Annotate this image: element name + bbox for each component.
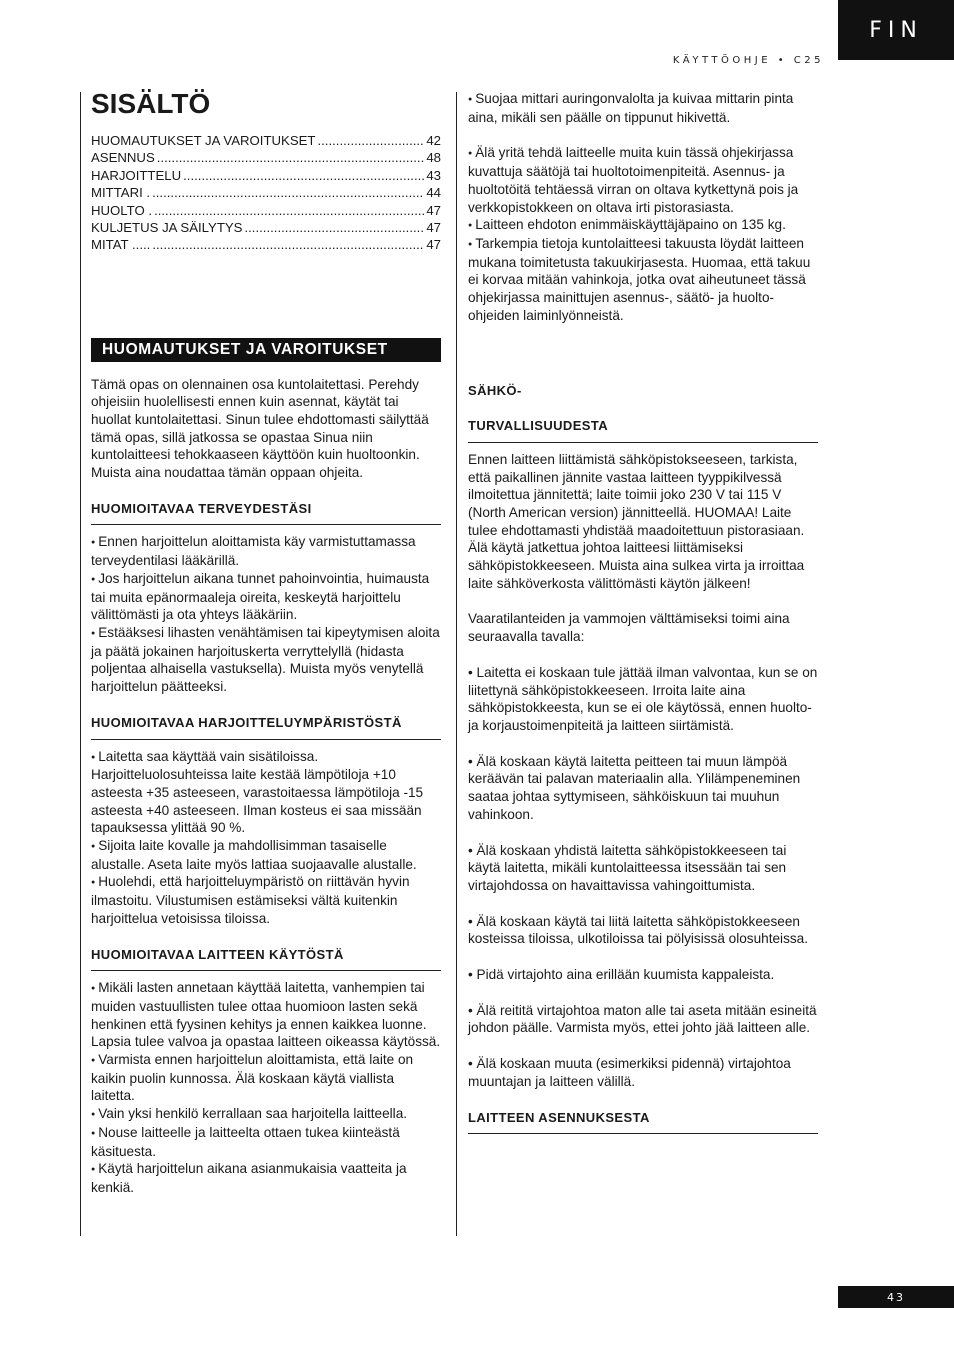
usage-heading: HUOMIOITAVAA LAITTEEN KÄYTÖSTÄ <box>91 946 441 972</box>
list-item: • Älä koskaan muuta (esimerkiksi pidennä) virtajohtoa muuntajan ja laitteen välillä. <box>468 1056 791 1089</box>
list-item: • Pidä virtajohto aina erillään kuumista kappaleista. <box>468 967 775 983</box>
toc-leader <box>157 149 425 166</box>
toc-item-label: HARJOITTELU <box>91 167 182 183</box>
toc-item-page: 43 <box>426 167 441 183</box>
list-item: • Älä koskaan käytä tai liitä laitetta sähköpistokkeeseen kosteissa tiloissa, ulkotiloissa tai pölyisissä olosuhteissa. <box>468 913 808 947</box>
toc-item-label: ASENNUS <box>91 150 155 166</box>
list-item: ● Huolehdi, että harjoitteluympäristö on riittävän hyvin ilmastoitu. Vilustumisen estämiseksi vältä kuitenkin harjoittelua vetoisissa tiloissa. <box>91 873 441 927</box>
avoid-intro: Vaaratilanteiden ja vammojen välttämiseksi toimi aina seuraavalla tavalla: <box>468 611 790 645</box>
electrical-paragraph: Ennen laitteen liittämistä sähköpistokseeseen, tarkista, että paikallinen jännite vastaa laitteen tyyppikilvessä ilmoitettua jännitettä; laite toimii joko 230 V tai 115 V (North American version) jännitteellä. HUOMAA! Laite tulee ehdottamasti yhdistää maadoitettuun pistorasiaan. Älä käytä jatkettua johtoa laitteesi liittämiseksi sähköpistokkeeseen. Muista aina sulkea virta ja irroittaa laite sähköverkosta välittömästi käytön jälkeen! <box>468 451 805 591</box>
toc-item-label: HUOMAUTUKSET JA VAROITUKSET <box>91 133 316 148</box>
environment-heading: HUOMIOITAVAA HARJOITTELUYMPÄRISTÖSTÄ <box>91 714 441 740</box>
toc-item[interactable] <box>91 149 441 166</box>
toc-item-page: 48 <box>426 150 441 166</box>
list-item: ● Vain yksi henkilö kerrallaan saa harjoitella laitteella. <box>91 1105 441 1124</box>
toc-leader <box>152 184 424 201</box>
list-item: ● Laitteen ehdoton enimmäiskäyttäjäpaino on 135 kg. <box>468 216 818 235</box>
toc-item-page: 47 <box>426 202 441 218</box>
left-rule <box>80 92 81 1236</box>
toc-item[interactable] <box>91 184 441 201</box>
toc-item-page: 44 <box>426 185 441 201</box>
page-number: 43 <box>838 1286 954 1308</box>
list-item: ● Nouse laitteelle ja laitteelta ottaen tukea kiinteästä käsituesta. <box>91 1124 441 1160</box>
toc-item-page: 47 <box>426 220 441 236</box>
list-item: ● Tarkempia tietoja kuntolaitteesi takuusta löydät laitteen mukana toimitetusta takuukirjasesta. Huomaa, että takuu ei korvaa mitään vahinkoja, jotka ovat aiheutuneet tässä ohjekirjassa mainittujen asennus-, säätö- ja huolto-ohjeiden laiminlyönneistä. <box>468 235 818 325</box>
toc-item-label: MITAT ..... <box>91 237 151 253</box>
list-item: ● Laitetta saa käyttää vain sisätiloissa. Harjoitteluolosuhteissa laite kestää lämpötiloja +10 asteesta +35 asteeseen, varastoitaessa lämpötiloja -15 asteesta +40 asteeseen. Ilman kosteus ei saa missään tapauksessa ylittää 90 %. <box>91 748 441 838</box>
intro-paragraph: Tämä opas on olennainen osa kuntolaitettasi. Perehdy ohjeisiin huolellisesti ennen kuin asennat, käytät tai huollat kuntolaitettasi. Sinun tulee ehdottomasti säilyttää tämä opas, sillä jatkossa se opastaa Sinua niin kuntolaitteesi tehokkaaseen käyttöön kuin huoltoonkin. Muista aina noudattaa tämän oppaan ohjeita. <box>91 376 429 481</box>
toc-leader <box>154 202 424 219</box>
list-item: ● Sijoita laite kovalle ja mahdollisimman tasaiselle alustalle. Aseta laite myös lattiaa suojaavalle alustalle. <box>91 837 441 873</box>
toc-item[interactable] <box>91 167 441 184</box>
toc-item-page: 42 <box>426 133 441 148</box>
toc-item-label: HUOLTO . <box>91 202 153 218</box>
list-item: ● Käytä harjoittelun aikana asianmukaisia vaatteita ja kenkiä. <box>91 1160 441 1196</box>
toc-item-label: MITTARI . <box>91 185 151 201</box>
list-item: ● Ennen harjoittelun aloittamista käy varmistuttamassa terveydentilasi lääkärillä. <box>91 533 441 569</box>
section-heading-band: HUOMAUTUKSET JA VAROITUKSET <box>91 338 441 362</box>
toc-leader <box>244 219 424 236</box>
right-column <box>468 90 818 1142</box>
list-item: ● Jos harjoittelun aikana tunnet pahoinvointia, huimausta tai muita epänormaaleja oireita, keskeytä harjoittelu välittömästi ja ota yhteys lääkäriin. <box>91 570 441 624</box>
list-item: • Älä koskaan käytä laitetta peitteen tai muun lämpöä keräävän tai palavan materiaalin alla. Ylilämpeneminen saataa johtaa syttymiseen, sähköiskuun tai muuhun vahinkoon. <box>468 753 801 822</box>
list-item: • Älä koskaan yhdistä laitetta sähköpistokkeeseen tai käytä laitetta, mikäli kuntolaitteessa itsessään tai sen virtajohdossa on havaittavissa vahingoittumista. <box>468 842 787 893</box>
electrical-heading-line1: SÄHKÖ- <box>468 383 522 399</box>
left-column <box>91 88 441 1197</box>
list-item: ● Älä yritä tehdä laitteelle muita kuin tässä ohjekirjassa kuvattuja säätöjä tai huoltotoimenpiteitä. Asennus- ja huoltotöitä tehtäessä virran on oltava kytkettynä pois ja verkkopistokkeen on oltava irti pistorasiasta. <box>468 144 818 216</box>
toc-item-page: 47 <box>426 237 441 253</box>
toc-item[interactable] <box>91 132 441 149</box>
health-heading: HUOMIOITAVAA TERVEYDESTÄSI <box>91 500 441 526</box>
list-item: ● Mikäli lasten annetaan käyttää laitetta, vanhempien tai muiden vastuullisten tulee ottaa huomioon lasten sekä henkinen että fyysinen kehitys ja ennen kaikkea luonne. Lapsia tulee valvoa ja opastaa laitteen oikeassa käytössä. <box>91 979 441 1051</box>
toc-item[interactable] <box>91 219 441 236</box>
toc-leader <box>152 236 424 253</box>
toc-leader <box>317 132 424 149</box>
list-item: • Älä reititä virtajohtoa maton alle tai aseta mitään esineitä johdon päälle. Varmista myös, ettei johto jää laitteen alle. <box>468 1002 817 1036</box>
installation-heading: LAITTEEN ASENNUKSESTA <box>468 1109 818 1135</box>
toc-title: SISÄLTÖ <box>91 88 211 119</box>
table-of-contents <box>91 132 441 254</box>
toc-item[interactable] <box>91 236 441 253</box>
electrical-heading-line2: TURVALLISUUDESTA <box>468 417 818 443</box>
list-item: ● Varmista ennen harjoittelun aloittamista, että laite on kaikin puolin kunnossa. Älä koskaan käytä viallista laitetta. <box>91 1051 441 1105</box>
center-rule <box>456 92 457 1236</box>
list-item: ● Suojaa mittari auringonvalolta ja kuivaa mittarin pinta aina, mikäli sen päälle on tippunut hikivettä. <box>468 90 818 126</box>
toc-leader <box>183 167 424 184</box>
running-header: KÄYTTÖOHJE • C25 <box>672 55 824 66</box>
list-item: ● Estääksesi lihasten venähtämisen tai kipeytymisen aloita ja päätä jokainen harjoituskerta verryttelyllä (hidasta poljentaa alhaisella vastuksella). Muista myös venytellä harjoittelun päätteeksi. <box>91 624 441 696</box>
toc-item-label: KULJETUS JA SÄILYTYS <box>91 220 243 236</box>
list-item: • Laitetta ei koskaan tule jättää ilman valvontaa, kun se on liitettynä sähköpistokkeeseen. Irroita laite aina sähköpistokkeesta, kun se ei ole käytössä, ennen huolto- ja korjaustoimenpiteitä ja laitteen siirtämistä. <box>468 664 818 733</box>
toc-item[interactable] <box>91 202 441 219</box>
language-tab: FIN <box>838 0 954 60</box>
